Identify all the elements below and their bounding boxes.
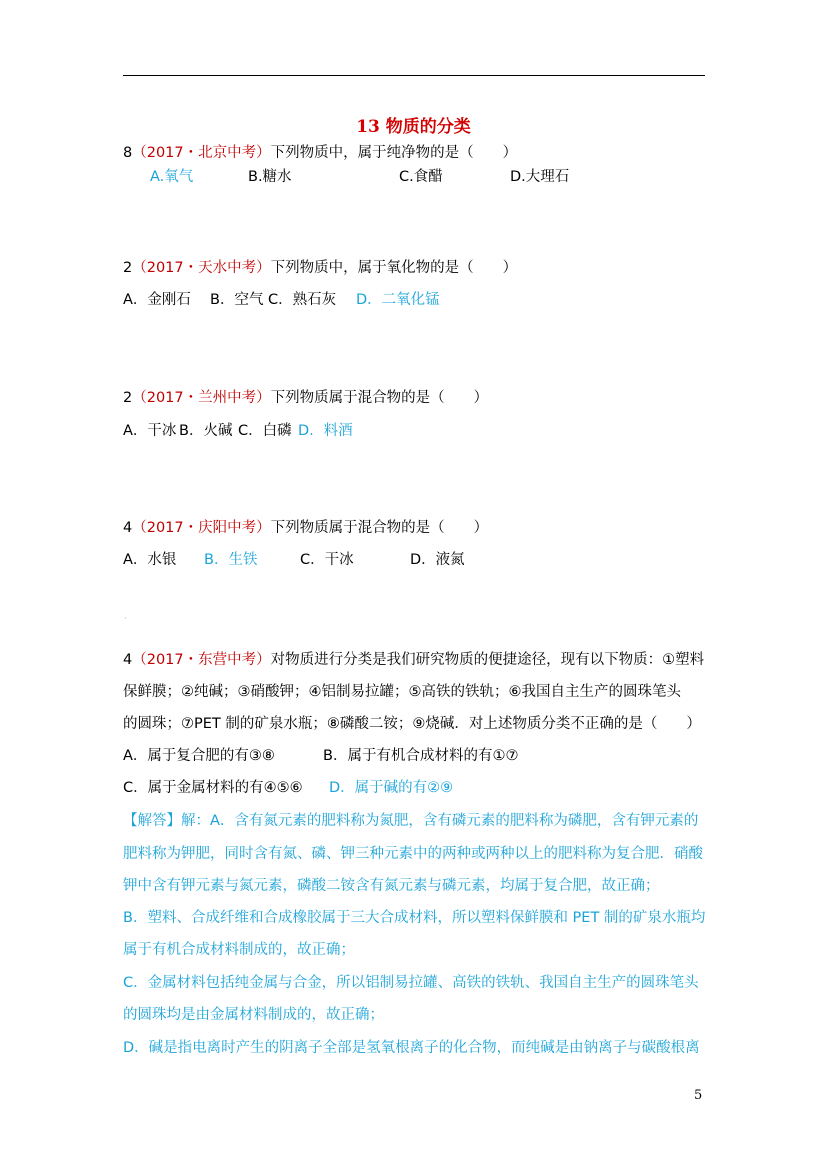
question-3 — [123, 388, 488, 408]
option-b: B．属于有机合成材料的有①⑦ — [323, 748, 519, 764]
question-stem-line: 对物质进行分类是我们研究物质的便捷途径，现有以下物质：①塑料 — [270, 652, 705, 668]
option-d: D.大理石 — [510, 169, 570, 185]
option-b-answer: B．生铁 — [204, 552, 258, 568]
page-title: 13 物质的分类 — [356, 117, 471, 137]
solution-line: D．碱是指电离时产生的阴离子全部是氢氧根离子的化合物，而纯碱是由钠离子与碳酸根离 — [123, 1040, 700, 1056]
option-d-answer: D．二氧化锰 — [356, 292, 440, 308]
page-number: 5 — [694, 1088, 703, 1103]
option-d: D．液氮 — [410, 552, 465, 568]
option-c: C．熟石灰 — [268, 292, 337, 308]
question-stem-line: 的圆珠；⑦PET 制的矿泉水瓶；⑧磷酸二铵；⑨烧碱．对上述物质分类不正确的是（ ） — [123, 716, 701, 732]
option-c: C.食醋 — [399, 169, 443, 185]
option-d-answer: D．属于碱的有②⑨ — [329, 780, 454, 796]
question-stem-line: 保鲜膜；②纯碱；③硝酸钾；④铝制易拉罐；⑤高铁的铁轨；⑥我国自主生产的圆珠笔头 — [123, 684, 681, 700]
option-d-answer: D．料酒 — [298, 423, 353, 439]
question-stem: 下列物质中，属于氧化物的是（ ） — [270, 260, 518, 276]
question-number: 2 — [123, 390, 133, 406]
option-a-answer: A.氧气 — [150, 169, 194, 185]
solution-line: C．金属材料包括纯金属与合金，所以铝制易拉罐、高铁的铁轨、我国自主生产的圆珠笔头 — [123, 975, 699, 991]
question-5 — [123, 650, 704, 670]
question-stem: 下列物质属于混合物的是（ ） — [270, 390, 489, 406]
option-b: B．空气 — [210, 292, 264, 308]
option-a: A．水银 — [123, 552, 177, 568]
question-stem: 下列物质中，属于纯净物的是（ ） — [270, 145, 518, 161]
option-a: A．属于复合肥的有③⑧ — [123, 748, 275, 764]
question-source: （2017・庆阳中考） — [132, 520, 271, 536]
question-number: 4 — [123, 520, 133, 536]
question-source: （2017・东营中考） — [132, 652, 271, 668]
question-source: （2017・兰州中考） — [132, 390, 271, 406]
solution-line: 属于有机合成材料制成的，故正确； — [123, 942, 355, 958]
stray-mark: · — [124, 614, 127, 623]
solution-line: 的圆珠均是由金属材料制成的，故正确； — [123, 1007, 384, 1023]
option-c: C．干冰 — [300, 552, 354, 568]
solution-line: 肥料称为钾肥，同时含有氮、磷、钾三种元素中的两种或两种以上的肥料称为复合肥．硝酸 — [123, 846, 703, 862]
question-number: 2 — [123, 260, 133, 276]
question-source: （2017・天水中考） — [132, 260, 271, 276]
question-1 — [123, 143, 517, 163]
solution-line: 【解答】解：A．含有氮元素的肥料称为氮肥，含有磷元素的肥料称为磷肥，含有钾元素的 — [123, 813, 699, 829]
question-source: （2017・北京中考） — [132, 145, 271, 161]
option-a: A．金刚石 — [123, 292, 191, 308]
question-stem: 下列物质属于混合物的是（ ） — [270, 520, 489, 536]
option-b: B．火碱 — [179, 423, 233, 439]
solution-line: 钾中含有钾元素与氮元素，磷酸二铵含有氮元素与磷元素，均属于复合肥，故正确； — [123, 878, 660, 894]
header-rule — [123, 75, 705, 76]
solution-line: B．塑料、合成纤维和合成橡胶属于三大合成材料，所以塑料保鲜膜和 PET 制的矿泉水瓶均 — [123, 910, 706, 926]
question-4 — [123, 518, 488, 538]
option-b: B.糖水 — [248, 169, 292, 185]
question-number: 8 — [123, 145, 133, 161]
question-2 — [123, 258, 517, 278]
option-a: A．干冰 — [123, 423, 177, 439]
option-c: C．属于金属材料的有④⑤⑥ — [123, 780, 303, 796]
question-number: 4 — [123, 652, 133, 668]
option-c: C．白磷 — [238, 423, 292, 439]
